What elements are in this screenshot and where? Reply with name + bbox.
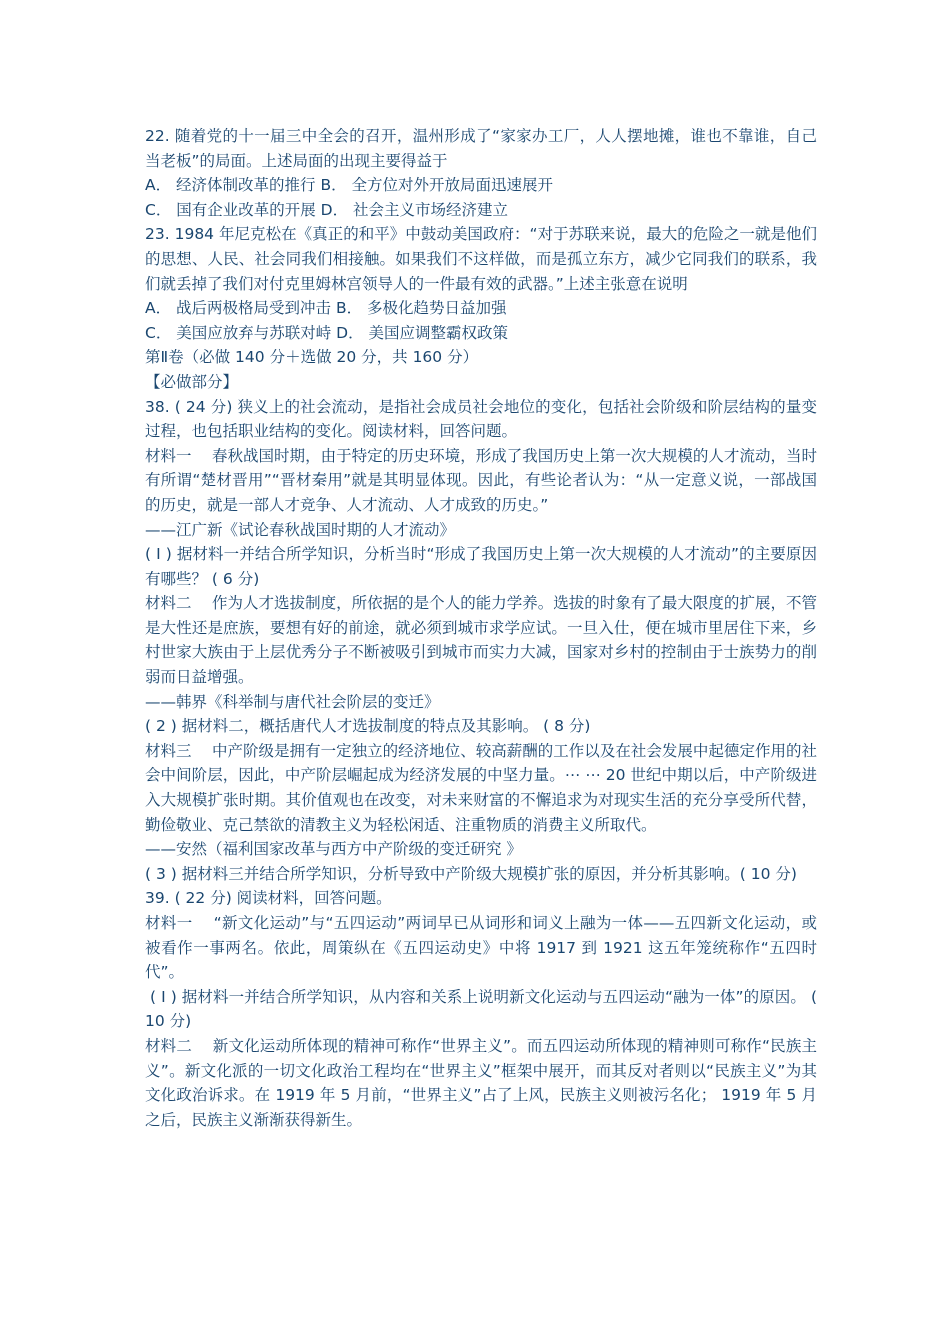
section-title: 第Ⅱ卷（必做 140 分＋选做 20 分，共 160 分） — [145, 348, 479, 367]
exam-page — [145, 124, 822, 1132]
q39-stem: 39. ( 22 分) 阅读材料，回答问题。 — [145, 889, 392, 908]
q22-stem: 22. 随着党的十一届三中全会的召开，温州形成了“家家办工厂，人人摆地摊，谁也不靠谁，自己当老板”的局面。上述局面的出现主要得益于 — [145, 127, 817, 170]
q22-options-cd: C． 国有企业改革的开展 D． 社会主义市场经济建立 — [145, 200, 509, 219]
q39-question-1: ( Ⅰ ) 据材料一并结合所学知识，从内容和关系上说明新文化运动与五四运动“融为一体”的原因。 ( 10 分) — [145, 987, 822, 1031]
q23-stem: 23. 1984 年尼克松在《真正的和平》中鼓动美国政府：“对于苏联来说，最大的危险之一就是他们的思想、人民、社会同我们相接触。如果我们不这样做，而是孤立东方，减少它同我们的联系，我们就丢掉了我们对付克里姆林宫领导人的一件最有效的武器。”上述主张意在说明 — [145, 225, 817, 293]
q23-options-ab: A． 战后两极格局受到冲击 B． 多极化趋势日益加强 — [145, 299, 507, 318]
q38-question-3: ( 3 ) 据材料三并结合所学知识，分析导致中产阶级大规模扩张的原因，并分析其影响。( 10 分) — [145, 864, 797, 883]
q38-question-1: ( Ⅰ ) 据材料一并结合所学知识，分析当时“形成了我国历史上第一次大规模的人才流动”的主要原因有哪些？ ( 6 分) — [145, 545, 817, 588]
q38-question-2: ( 2 ) 据材料二，概括唐代人才选拔制度的特点及其影响。 ( 8 分) — [145, 717, 591, 736]
q38-source-1: ——江广新《试论春秋战国时期的人才流动》 — [145, 520, 456, 539]
q38-material-3: 材料三 中产阶级是拥有一定独立的经济地位、较高薪酬的工作以及在社会发展中起德定作用的社会中间阶层，因此，中产阶层崛起成为经济发展的中坚力量。⋯ ⋯ 20 世纪中期以后，中产阶级进入大规模扩张时期。其价值观也在改变，对未来财富的不懈追求为对现实生活的充分享受所代替，勤俭敬业、克己禁欲的清教主义为轻松闲适、注重物质的消费主义所取代。 — [145, 741, 817, 834]
q38-source-2: ——韩界《科举制与唐代社会阶层的变迁》 — [145, 692, 440, 711]
q38-material-1: 材料一 春秋战国时期，由于特定的历史环境，形成了我国历史上第一次大规模的人才流动，当时有所谓“楚材晋用”“晋材秦用”就是其明显体现。因此，有些论者认为：“从一定意义说，一部战国的历史，就是一部人才竞争、人才流动、人才成致的历史。” — [145, 446, 817, 514]
required-section-heading: 【必做部分】 — [145, 372, 239, 391]
q39-material-2: 材料二 新文化运动所体现的精神可称作“世界主义”。而五四运动所体现的精神则可称作“民族主义”。新文化派的一切文化政治工程均在“世界主义”框架中展开，而其反对者则以“民族主义”为其文化政治诉求。在 1919 年 5 月前，“世界主义”占了上风，民族主义则被污名化； 1919 年 5 月之后，民族主义渐渐获得新生。 — [145, 1036, 817, 1129]
q38-stem: 38. ( 24 分) 狭义上的社会流动，是指社会成员社会地位的变化，包括社会阶级和阶层结构的量变过程，也包括职业结构的变化。阅读材料，回答问题。 — [145, 397, 817, 441]
q39-material-1: 材料一 “新文化运动”与“五四运动”两词早已从词形和词义上融为一体——五四新文化运动，或被看作一事两名。依此，周策纵在《五四运动史》中将 1917 到 1921 这五年笼统称作“五四时代”。 — [145, 914, 817, 982]
q38-source-3: ——安然（福利国家改革与西方中产阶级的变迁研究 》 — [145, 840, 522, 859]
q38-material-2: 材料二 作为人才选拔制度，所依据的是个人的能力学养。选拔的时象有了最大限度的扩展，不管是大性还是庶族，要想有好的前途，就必须到城市求学应试。一旦入仕，便在城市里居住下来，乡村世家大族由于上层优秀分子不断被吸引到城市而实力大减，国家对乡村的控制由于士族势力的削弱而日益增强。 — [145, 594, 817, 687]
q22-options-ab: A． 经济体制改革的推行 B． 全方位对外开放局面迅速展开 — [145, 176, 554, 195]
q23-options-cd: C． 美国应放弃与苏联对峙 D． 美国应调整霸权政策 — [145, 323, 509, 342]
